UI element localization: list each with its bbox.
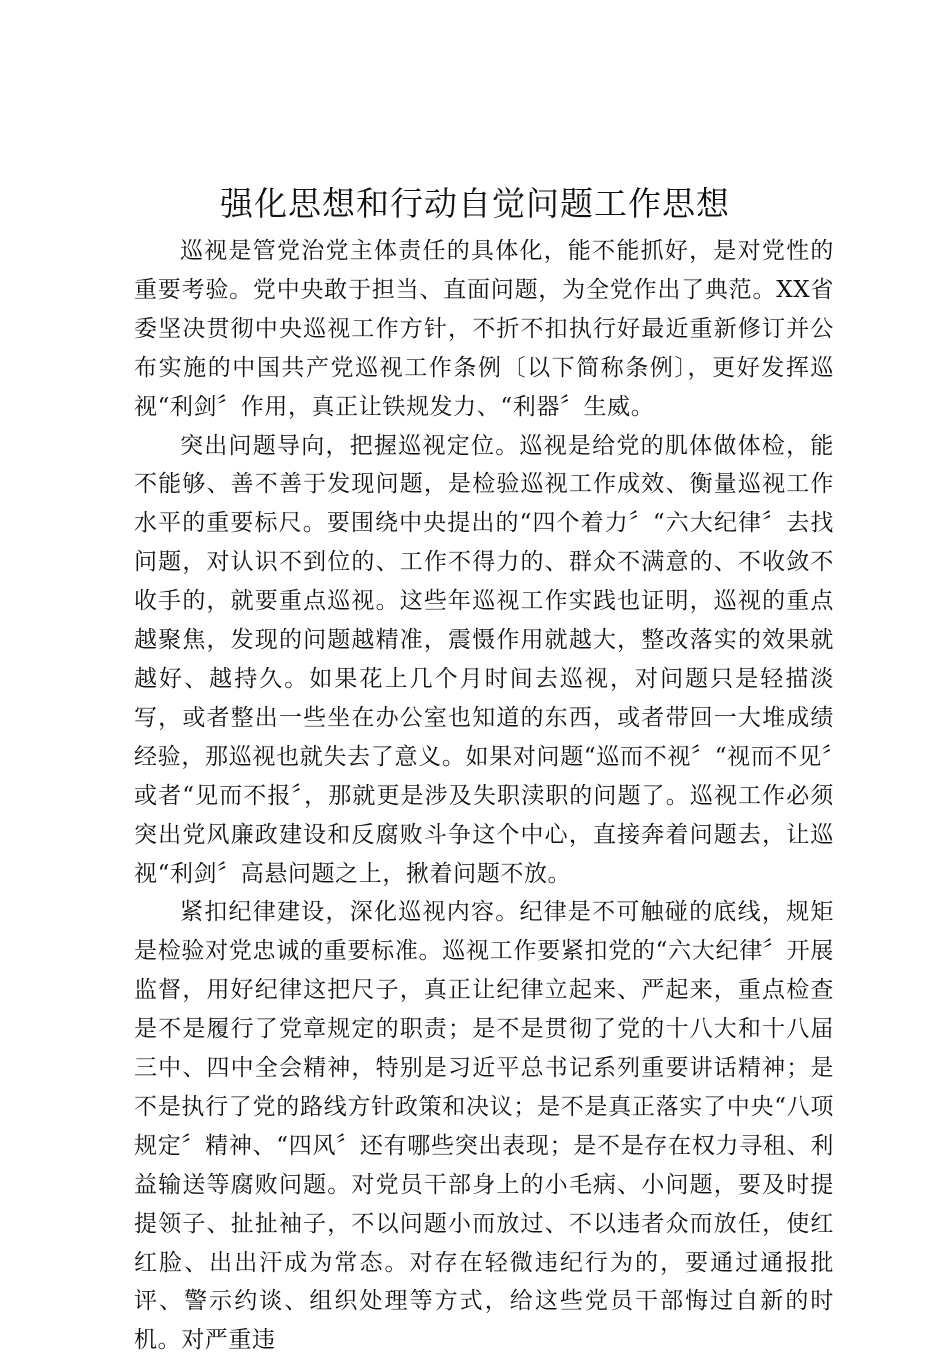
paragraph-2: 突出问题导向，把握巡视定位。巡视是给党的肌体做体检，能不能够、善不善于发现问题，是检验巡视工作成效、衡量巡视工作水平的重要标尺。要围绕中央提出的“四个着力〞“六大纪律〞去找问题，对认识不到位的、工作不得力的、群众不满意的、不收敛不收手的，就要重点巡视。这些年巡视工作实践也证明，巡视的重点越聚焦，发现的问题越精准，震慑作用就越大，整改落实的效果就越好、越持久。如果花上几个月时间去巡视，对问题只是轻描淡写，或者整出一些坐在办公室也知道的东西，或者带回一大堆成绩经验，那巡视也就失去了意义。如果对问题“巡而不视〞“视而不见〞或者“见而不报〞，那就更是涉及失职渎职的问题了。巡视工作必须突出党风廉政建设和反腐败斗争这个中心，直接奔着问题去，让巡视“利剑〞高悬问题之上，揪着问题不放。 <box>134 432 834 887</box>
document-title: 强化思想和行动自觉问题工作思想 <box>220 184 730 223</box>
paragraph-3: 紧扣纪律建设，深化巡视内容。纪律是不可触碰的底线，规矩是检验对党忠诚的重要标准。巡视工作要紧扣党的“六大纪律〞开展监督，用好纪律这把尺子，真正让纪律立起来、严起来，重点检查是不是履行了党章规定的职责；是不是贯彻了党的十八大和十八届三中、四中全会精神，特别是习近平总书记系列重要讲话精神；是不是执行了党的路线方针政策和决议；是不是真正落实了中央“八项规定〞精神、“四风〞还有哪些突出表现；是不是存在权力寻租、利益输送等腐败问题。对党员干部身上的小毛病、小问题，要及时提提领子、扯扯袖子，不以问题小而放过、不以违者众而放任，使红红脸、出出汗成为常态。对存在轻微违纪行为的，要通过通报批评、警示约谈、组织处理等方式，给这些党员干部悔过自新的时机。对严重违 <box>134 899 834 1354</box>
paragraph-1: 巡视是管党治党主体责任的具体化，能不能抓好，是对党性的重要考验。党中央敢于担当、直面问题，为全党作出了典范。XX省委坚决贯彻中央巡视工作方针，不折不扣执行好最近重新修订并公布实施的中国共产党巡视工作条例〔以下简称条例〕，更好发挥巡视“利剑〞作用，真正让铁规发力、“利器〞生威。 <box>134 238 834 420</box>
document-body <box>134 232 834 1360</box>
